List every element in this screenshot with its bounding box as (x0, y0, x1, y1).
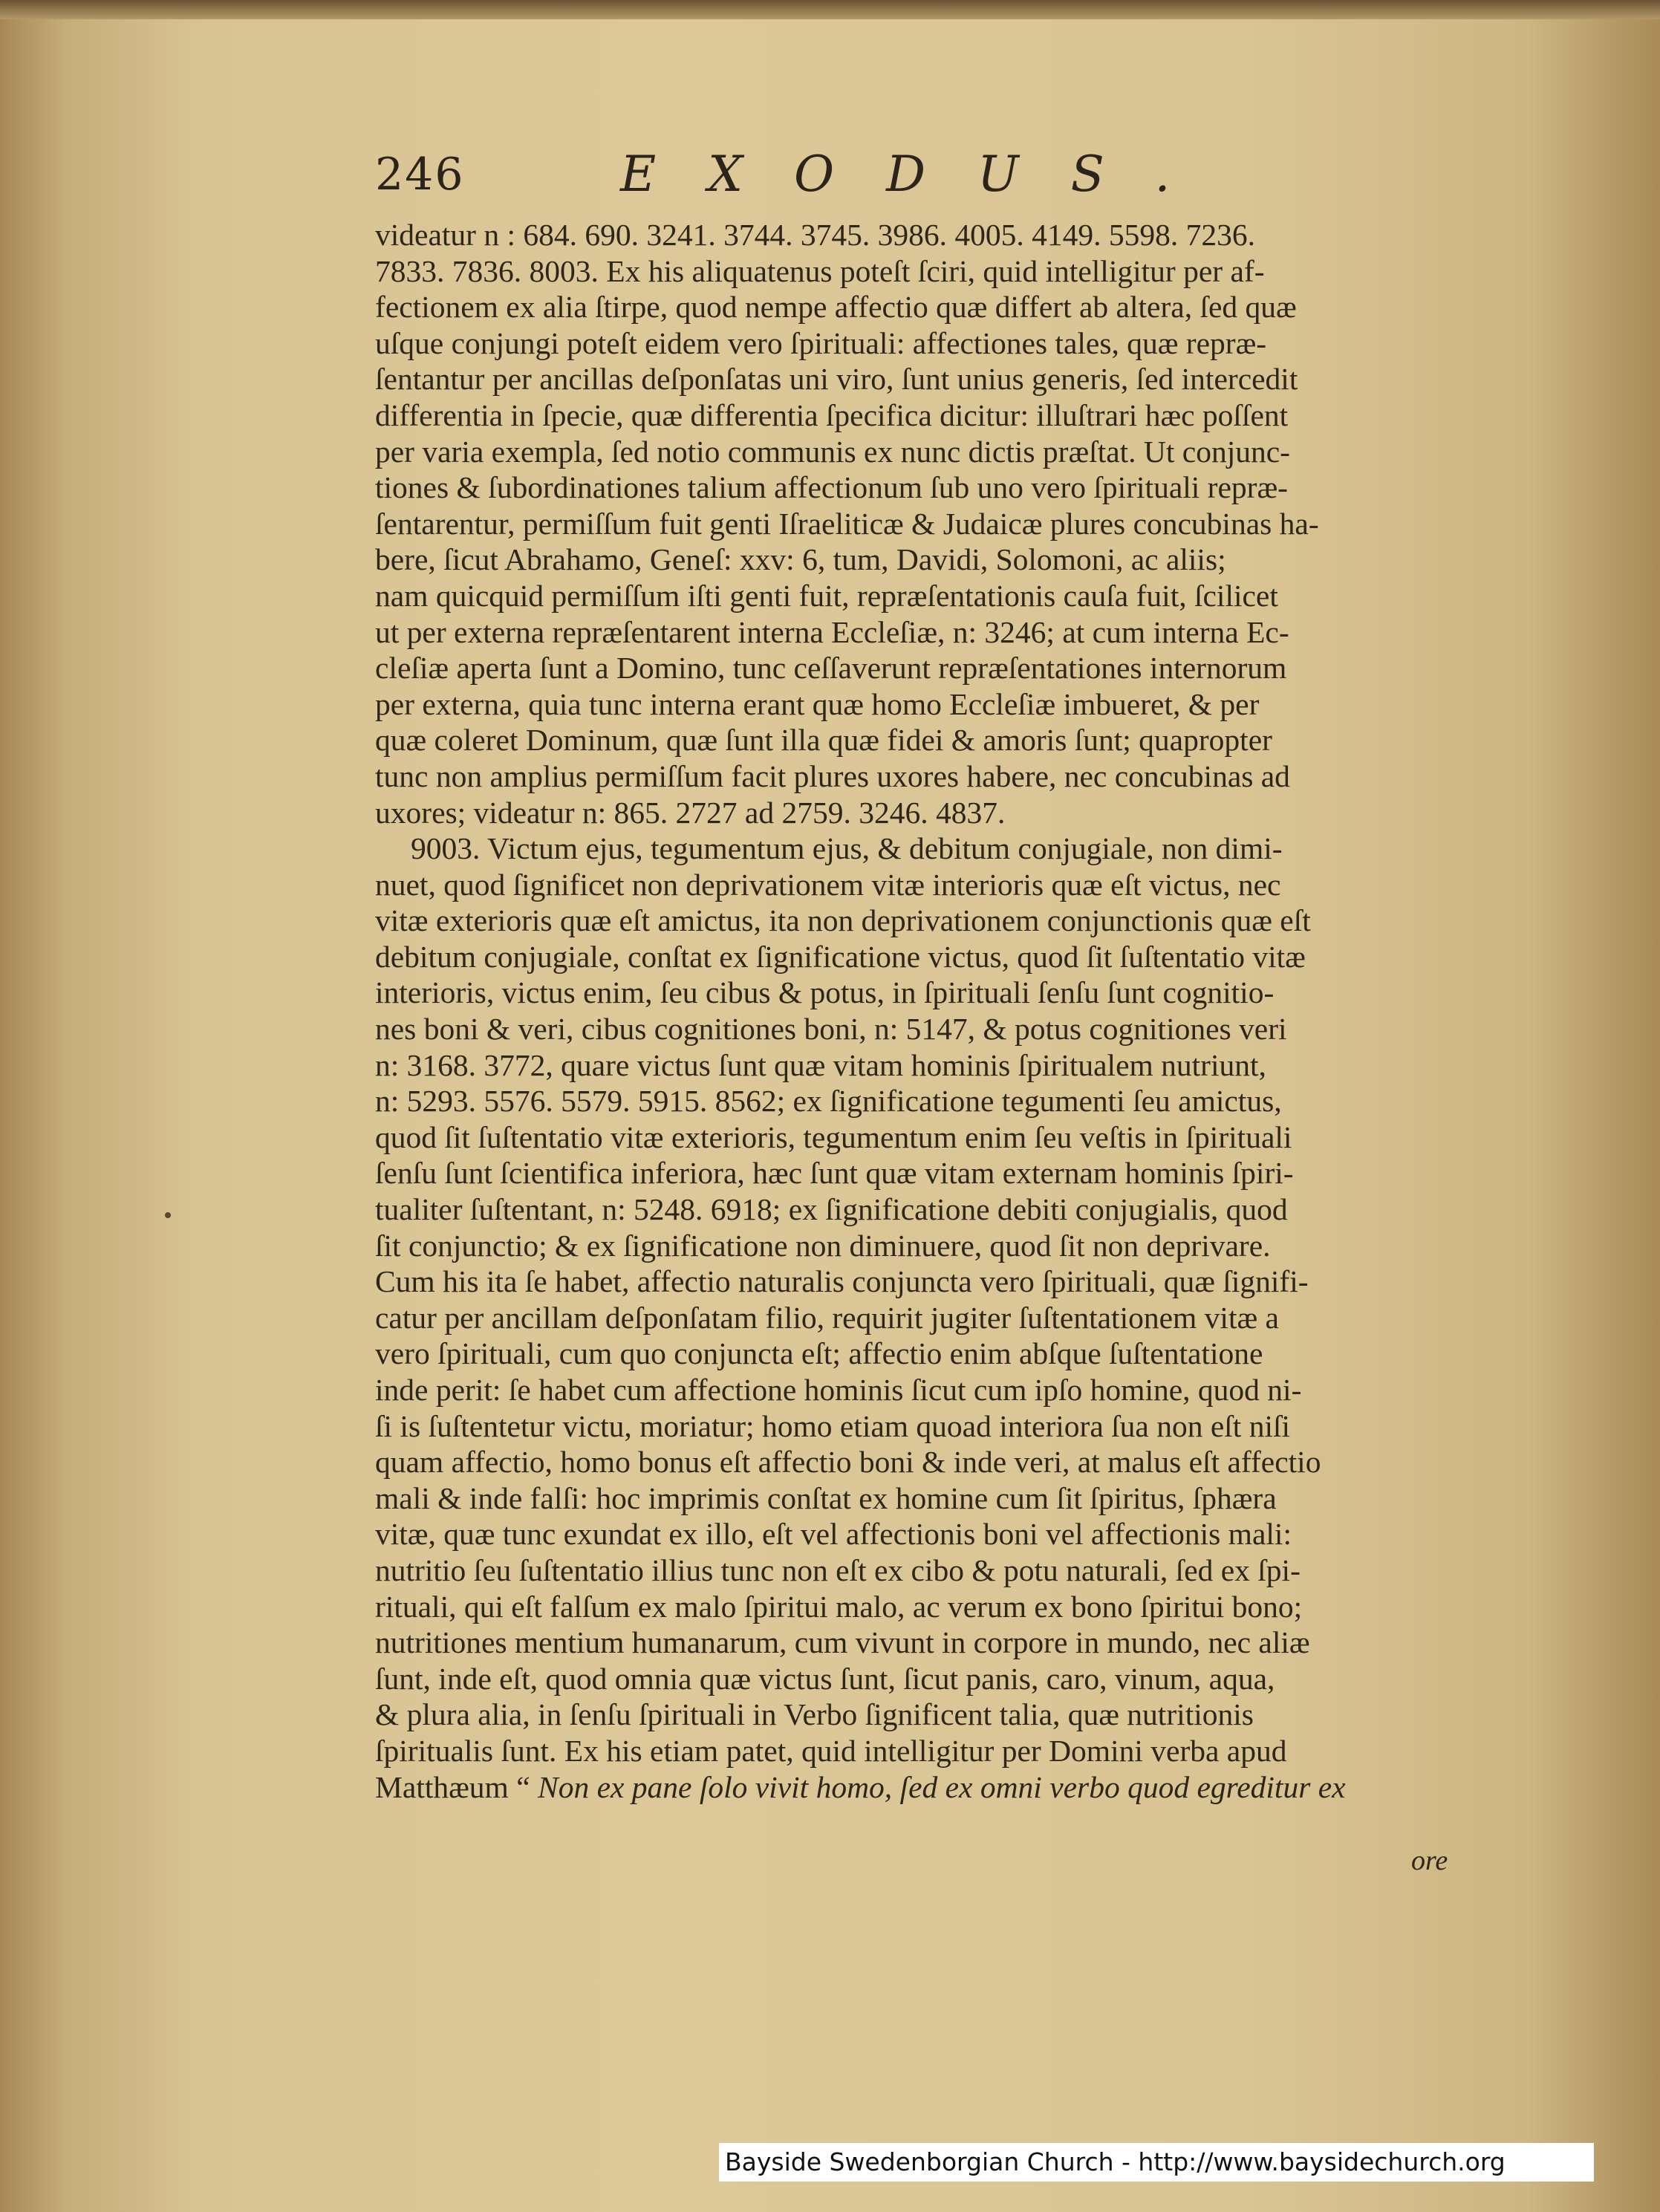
text-line: quod ſit ſuſtentatio vitæ exterioris, tegumentum enim ſeu veſtis in ſpirituali (375, 1119, 1292, 1154)
text-line: nam quicquid permiſſum iſti genti fuit, repræſentationis cauſa fuit, ſcilicet (375, 578, 1278, 613)
text-line: uxores; videatur n: 865. 2727 ad 2759. 3246. 4837. (375, 795, 1006, 830)
text-line: ſunt, inde eſt, quod omnia quæ victus ſunt, ſicut panis, caro, vinum, aqua, (375, 1661, 1275, 1696)
text-line: tunc non amplius permiſſum facit plures uxores habere, nec concubinas ad (375, 758, 1290, 793)
text-line: uſque conjungi poteſt eidem vero ſpirituali: affectiones tales, quæ repræ- (375, 325, 1267, 360)
body-text (375, 217, 1467, 1805)
text-line: Cum his ita ſe habet, affectio naturalis conjuncta vero ſpirituali, quæ ſignifi- (375, 1264, 1309, 1299)
text-line: mali & inde falſi: hoc imprimis conſtat ex homine cum ſit ſpiritus, ſphæra (375, 1480, 1277, 1515)
text-line: nutritiones mentium humanarum, cum vivunt in corpore in mundo, nec aliæ (375, 1625, 1310, 1660)
text-line: 7833. 7836. 8003. Ex his aliquatenus poteſt ſciri, quid intelligitur per af- (375, 253, 1265, 288)
text-line: inde perit: ſe habet cum affectione hominis ſicut cum ipſo homine, quod ni- (375, 1373, 1302, 1407)
text-line: tualiter ſuſtentant, n: 5248. 6918; ex ſignificatione debiti conjugialis, quod (375, 1192, 1288, 1227)
text-line: ſentantur per ancillas deſponſatas uni viro, ſunt unius generis, ſed intercedit (375, 362, 1298, 397)
text-line: tiones & ſubordinationes talium affectionum ſub uno vero ſpirituali repræ- (375, 470, 1288, 505)
text-line: vitæ, quæ tunc exundat ex illo, eſt vel affectionis boni vel affectionis mali: (375, 1517, 1292, 1552)
text-line: ut per externa repræſentarent interna Eccleſiæ, n: 3246; at cum interna Ec- (375, 614, 1289, 649)
text-line: ſenſu ſunt ſcientifica inferiora, hæc ſunt quæ vitam externam hominis ſpiri- (375, 1156, 1294, 1191)
text-line: debitum conjugiale, conſtat ex ſignificatione victus, quod ſit ſuſtentatio vitæ (375, 939, 1306, 974)
text-line: ſentarentur, permiſſum fuit genti Iſraeliticæ & Judaicæ plures concubinas ha- (375, 506, 1319, 541)
text-line: differentia in ſpecie, quæ differentia ſpecifica dicitur: illuſtrari hæc poſſent (375, 397, 1289, 432)
running-head: EXODUS. (620, 146, 1223, 203)
text-line: n: 5293. 5576. 5579. 5915. 8562; ex ſignificatione tegumenti ſeu amictus, (375, 1084, 1282, 1119)
scripture-quote: Non ex pane ſolo vivit homo, ſed ex omni verbo quod egreditur ex (538, 1769, 1346, 1804)
text-line: interioris, victus enim, ſeu cibus & potus, in ſpirituali ſenſu ſunt cognitio- (375, 975, 1275, 1010)
text-line: fectionem ex alia ſtirpe, quod nempe affectio quæ differt ab altera, ſed quæ (375, 290, 1297, 325)
text-line: catur per ancillam deſponſatam filio, requirit jugiter ſuſtentationem vitæ a (375, 1300, 1279, 1335)
text-line: vitæ exterioris quæ eſt amictus, ita non deprivationem conjunctionis quæ eſt (375, 903, 1311, 938)
last-text-line (375, 1769, 1467, 1806)
text-line: ſit conjunctio; & ex ſignificatione non diminuere, quod ſit non deprivare. (375, 1228, 1271, 1263)
text-line: per varia exempla, ſed notio communis ex nunc dictis præſtat. Ut conjunc- (375, 434, 1290, 469)
text-line: ſi is ſuſtentetur victu, moriatur; homo etiam quoad interiora ſua non eſt niſi (375, 1408, 1291, 1443)
catchword: ore (1411, 1845, 1448, 1876)
text-line: n: 3168. 3772, quare victus ſunt quæ vitam hominis ſpiritualem nutriunt, (375, 1047, 1266, 1082)
text-line: ſpiritualis ſunt. Ex his etiam patet, quid intelligitur per Domini verba apud (375, 1733, 1287, 1768)
page-top-shadow (0, 0, 1660, 19)
text-line: bere, ſicut Abrahamo, Geneſ: xxv: 6, tum, Davidi, Solomoni, ac aliis; (375, 542, 1226, 577)
paper-speck (165, 1212, 171, 1218)
text-line: quæ coleret Dominum, quæ ſunt illa quæ fidei & amoris ſunt; quapropter (375, 723, 1272, 758)
last-line-lead: Matthæum “ (375, 1769, 538, 1804)
text-line: nutritio ſeu ſuſtentatio illius tunc non eſt ex cibo & potu naturali, ſed ex ſpi- (375, 1552, 1301, 1587)
paragraph-start-line: 9003. Victum ejus, tegumentum ejus, & debitum conjugiale, non dimi- (411, 831, 1283, 866)
text-line: nuet, quod ſignificet non deprivationem vitæ interioris quæ eſt victus, nec (375, 867, 1281, 902)
page-header (375, 141, 1489, 208)
text-line: cleſiæ aperta ſunt a Domino, tunc ceſſaverunt repræſentationes internorum (375, 651, 1287, 686)
text-line: vero ſpirituali, cum quo conjuncta eſt; affectio enim abſque ſuſtentatione (375, 1336, 1263, 1371)
text-line: quam affectio, homo bonus eſt affectio boni & inde veri, at malus eſt affectio (375, 1445, 1321, 1480)
page-number: 246 (375, 149, 465, 201)
footer-credit: Bayside Swedenborgian Church - http://www.baysidechurch.org (719, 2143, 1594, 2182)
text-line: per externa, quia tunc interna erant quæ homo Eccleſiæ imbueret, & per (375, 686, 1260, 721)
text-line: videatur n : 684. 690. 3241. 3744. 3745. 3986. 4005. 4149. 5598. 7236. (375, 218, 1255, 252)
text-line: & plura alia, in ſenſu ſpirituali in Verbo ſignificent talia, quæ nutritionis (375, 1697, 1254, 1732)
text-line: rituali, qui eſt falſum ex malo ſpiritui malo, ac verum ex bono ſpiritui bono; (375, 1589, 1303, 1624)
text-line: nes boni & veri, cibus cognitiones boni, n: 5147, & potus cognitiones veri (375, 1012, 1287, 1047)
